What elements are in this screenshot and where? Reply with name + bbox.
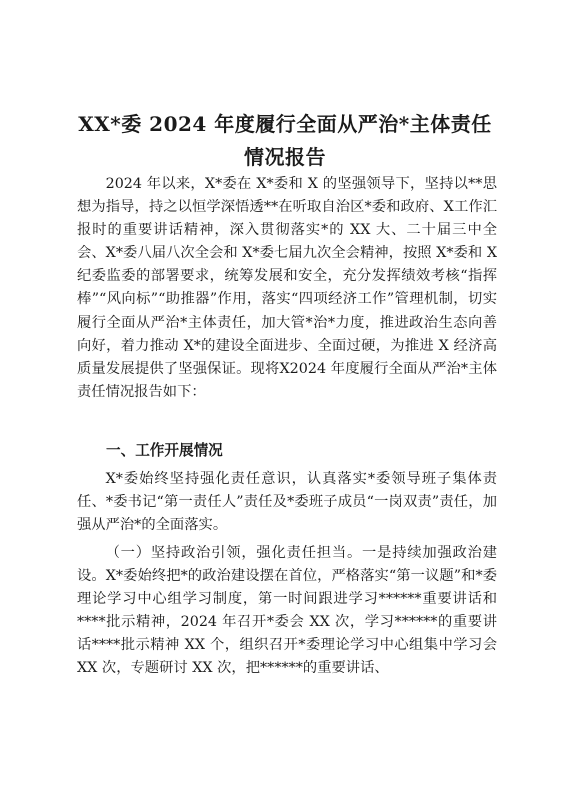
- document-title-line-2: 情况报告: [244, 145, 326, 169]
- section-heading: 一、工作开展情况: [106, 442, 223, 459]
- document-title-line-1: XX*委 2024 年度履行全面从严治*主体责任: [78, 112, 492, 136]
- section-paragraph-2: （一）坚持政治引领，强化责任担当。一是持续加强政治建设。X*委始终把*的政治建设摆在首位，严格落实“第一议题”和*委理论学习中心组学习制度，第一时间跟进学习******重要讲话和****批示精神，2024 年召开*委会 XX 次，学习******的重要讲话****批示精神 XX 个，组织召开*委理论学习中心组集中学习会 XX 次，专题研讨 XX 次，把******的重要讲话、: [77, 545, 497, 677]
- intro-paragraph: 2024 年以来，X*委在 X*委和 X 的坚强领导下，坚持以**思想为指导，持之以恒学深悟透**在听取自治区*委和政府、X工作汇报时的重要讲话精神，深入贯彻落实*的 XX 大、二十届三中全会、X*委八届八次全会和 X*委七届九次全会精神，按照 X*委和 X 纪委监委的部署要求，统筹发展和安全，充分发挥绩效考核“指挥棒”“风向标”“助推器”作用，落实“四项经济工作”管理机制，切实履行全面从严治*主体责任，加大管*治*力度，推进政治生态向善向好，着力推动 X*的建设全面进步、全面过硬，为推进 X 经济高质量发展提供了坚强保证。现将X2024 年度履行全面从严治*主体责任情况报告如下：: [77, 176, 497, 400]
- section-paragraph-1: X*委始终坚持强化责任意识，认真落实*委领导班子集体责任、*委书记“第一责任人”责任及*委班子成员“一岗双责”责任，加强从严治*的全面落实。: [77, 471, 497, 534]
